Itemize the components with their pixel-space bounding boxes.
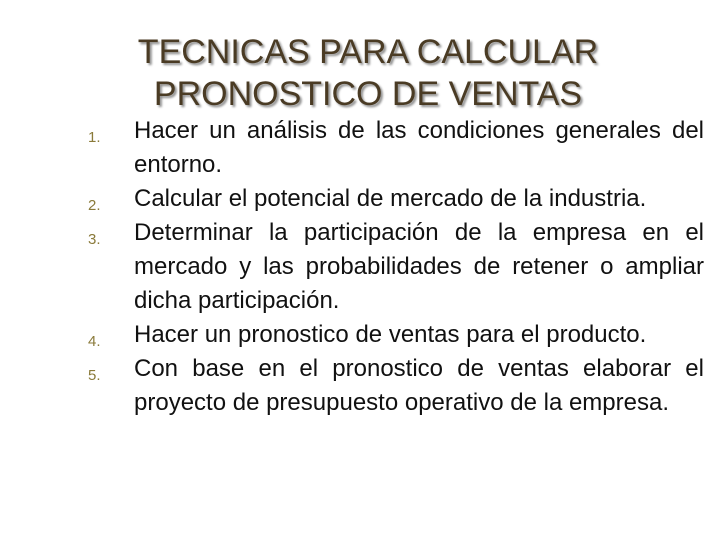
- list-item: [0, 216, 728, 318]
- list-item-number: 3.: [88, 231, 101, 248]
- title-line-1: TECNICAS PARA CALCULAR: [137, 33, 599, 71]
- numbered-list: [0, 114, 728, 420]
- list-item-text: Con base en el pronostico de ventas elaborar el proyecto de presupuesto operativo de la empresa.: [134, 355, 704, 416]
- list-item-number: 5.: [88, 367, 101, 384]
- slide-title: [8, 6, 728, 113]
- list-item-number: 1.: [88, 129, 101, 146]
- list-item-text: Hacer un pronostico de ventas para el producto.: [134, 321, 647, 348]
- list-item: [0, 114, 728, 182]
- list-item: [0, 318, 728, 352]
- list-item-text: Determinar la participación de la empresa en el mercado y las probabilidades de retener o ampliar dicha participación.: [134, 219, 704, 314]
- list-item: [0, 182, 728, 216]
- list-item-number: 2.: [88, 197, 101, 214]
- list-item: [0, 352, 728, 420]
- list-item-text: Calcular el potencial de mercado de la industria.: [134, 185, 647, 212]
- list-item-number: 4.: [88, 333, 101, 350]
- list-item-text: Hacer un análisis de las condiciones generales del entorno.: [134, 117, 704, 178]
- title-line-2: PRONOSTICO DE VENTAS: [153, 75, 583, 113]
